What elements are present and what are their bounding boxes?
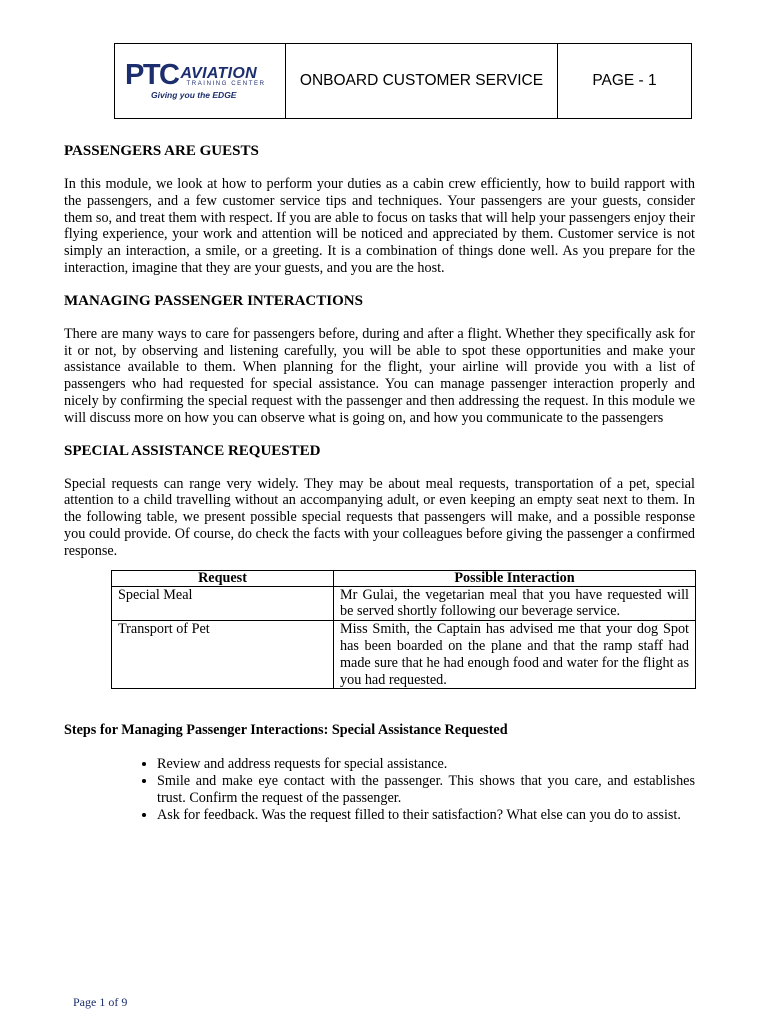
logo-ptc: PTC bbox=[125, 59, 179, 91]
list-item: • Ask for feedback. Was the request filled to their satisfaction? What else can you do to assist. bbox=[157, 807, 695, 824]
table-row bbox=[112, 621, 696, 689]
logo bbox=[115, 44, 286, 118]
section-paragraph: In this module, we look at how to perform your duties as a cabin crew efficiently, how to build rapport with the passengers, and a few customer service tips and techniques. Your passengers are your guests, consider them so, and treat them with respect. If you are able to focus on tasks that will help your passengers enjoy their flying experience, your work and attention will be noticed and appreciated by them. Customer service is not simply an interaction, a smile, or a greeting. It is a combination of things done well. As you prepare for the interaction, imagine that they are your guests, and you are the host. bbox=[64, 176, 695, 276]
section-heading: SPECIAL ASSISTANCE REQUESTED bbox=[64, 442, 321, 459]
steps-heading: Steps for Managing Passenger Interactions: Special Assistance Requested bbox=[64, 722, 508, 739]
logo-tagline: Giving you the EDGE bbox=[151, 90, 237, 100]
section-heading: MANAGING PASSENGER INTERACTIONS bbox=[64, 292, 363, 309]
page-number: PAGE - 1 bbox=[592, 72, 657, 89]
section-paragraph: Special requests can range very widely. They may be about meal requests, transportation of a pet, special attention to a child travelling without an accompanying adult, or even keeping an empty seat next to them. In the following table, we present possible special requests that passengers will make, and a possible response you could provide. Of course, do check the facts with your colleagues before giving the passenger a confirmed response. bbox=[64, 475, 695, 559]
special-requests-table bbox=[111, 570, 696, 690]
steps-list bbox=[64, 756, 695, 823]
document-body bbox=[64, 143, 695, 824]
list-item: • Smile and make eye contact with the passenger. This shows that you care, and establishes trust. Confirm the request of the passenger. bbox=[157, 773, 695, 807]
table-header-cell: Request bbox=[112, 570, 334, 586]
list-item: • Review and address requests for special assistance. bbox=[157, 756, 695, 773]
table-cell: Special Meal bbox=[112, 586, 334, 621]
document-title: ONBOARD CUSTOMER SERVICE bbox=[286, 44, 558, 118]
table-row bbox=[112, 586, 696, 621]
section-heading: PASSENGERS ARE GUESTS bbox=[64, 143, 259, 159]
table-cell: Miss Smith, the Captain has advised me that your dog Spot has been boarded on the plane and that the ramp staff had made sure that he had enough food and water for the flight as you had requested. bbox=[334, 621, 696, 689]
table-cell: Transport of Pet bbox=[112, 621, 334, 689]
footer-page-label: Page 1 of 9 bbox=[73, 995, 128, 1009]
section-paragraph: There are many ways to care for passengers before, during and after a flight. Whether they specifically ask for it or not, by observing and listening carefully, you will be able to spot these opportunities and make your assistance available to them. When planning for the flight, your airline will provide you with a list of passengers who had requested for special assistance. You can manage passenger interaction properly and nicely by confirming the special request with the passenger and then addressing the request. In this module we will discuss more on how you can observe what is going on, and how you communicate to the passengers bbox=[64, 325, 695, 426]
table-header-cell: Possible Interaction bbox=[334, 570, 696, 586]
table-cell: Mr Gulai, the vegetarian meal that you have requested will be served shortly following our beverage service. bbox=[334, 586, 696, 621]
table-header-row bbox=[112, 570, 696, 586]
logo-training-center: TRAINING CENTER bbox=[186, 81, 266, 87]
logo-aviation: AVIATION bbox=[180, 65, 257, 82]
page-header bbox=[114, 43, 692, 119]
